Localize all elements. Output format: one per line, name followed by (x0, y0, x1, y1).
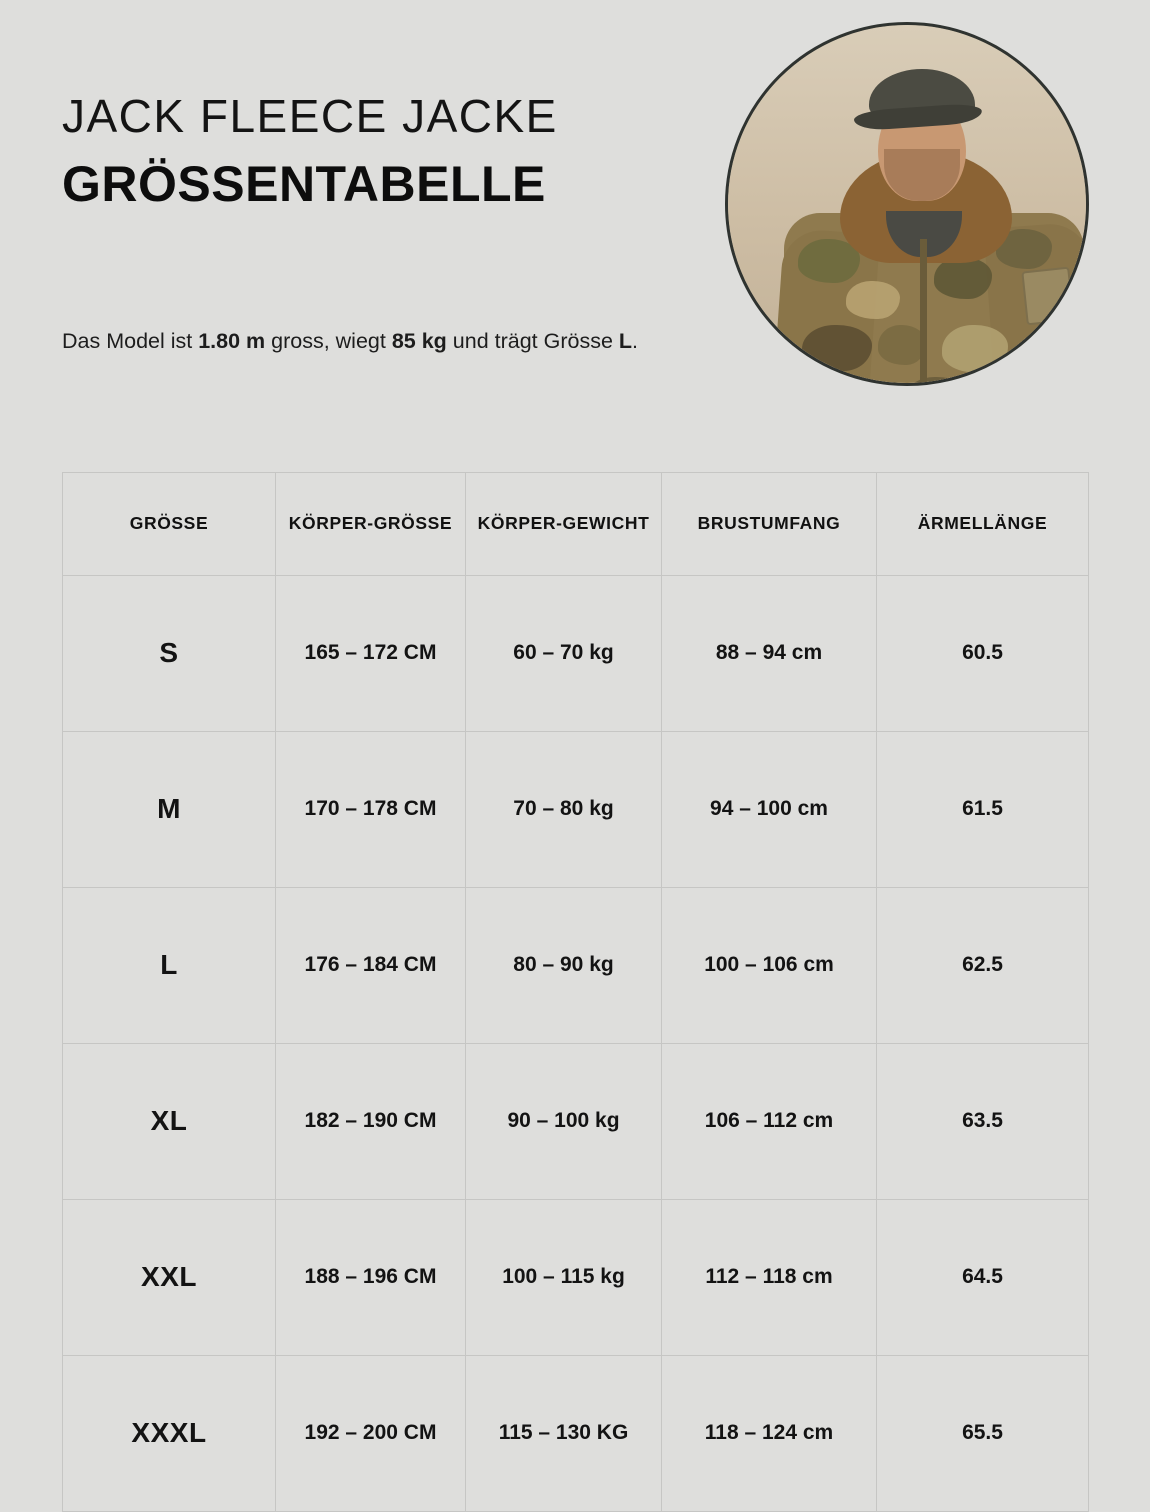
column-header-chest: BRUSTUMFANG (662, 473, 877, 576)
column-header-body-weight: KÖRPER-GEWICHT (466, 473, 662, 576)
cell-height: 188 – 196 CM (276, 1200, 466, 1356)
size-table-wrapper (62, 472, 1088, 1512)
model-height-value: 1.80 m (198, 329, 266, 353)
cell-sleeve: 64.5 (877, 1200, 1089, 1356)
camo-blotch (846, 281, 900, 319)
cell-weight: 70 – 80 kg (466, 732, 662, 888)
table-header (63, 473, 1089, 576)
model-note-mid: gross, wiegt (265, 329, 392, 353)
model-note-mid2: und trägt Grösse (446, 329, 619, 353)
cell-size: XXL (63, 1200, 276, 1356)
camo-blotch (1024, 337, 1080, 383)
table-row (63, 1044, 1089, 1200)
cell-sleeve: 60.5 (877, 576, 1089, 732)
camo-blotch (934, 257, 992, 299)
page-title-main: GRÖSSENTABELLE (62, 156, 546, 213)
table-header-row (63, 473, 1089, 576)
cell-size: L (63, 888, 276, 1044)
cell-weight: 60 – 70 kg (466, 576, 662, 732)
cell-sleeve: 65.5 (877, 1356, 1089, 1512)
cell-height: 192 – 200 CM (276, 1356, 466, 1512)
camo-blotch (942, 325, 1008, 373)
size-table (62, 472, 1089, 1512)
cell-size: XL (63, 1044, 276, 1200)
column-header-size: GRÖSSE (63, 473, 276, 576)
table-body (63, 576, 1089, 1512)
cell-sleeve: 63.5 (877, 1044, 1089, 1200)
cell-sleeve: 61.5 (877, 732, 1089, 888)
cell-chest: 88 – 94 cm (662, 576, 877, 732)
cell-chest: 118 – 124 cm (662, 1356, 877, 1512)
model-weight-value: 85 kg (391, 329, 447, 353)
cell-size: M (63, 732, 276, 888)
cell-sleeve: 62.5 (877, 888, 1089, 1044)
table-row (63, 888, 1089, 1044)
camo-blotch (802, 325, 872, 371)
cell-weight: 90 – 100 kg (466, 1044, 662, 1200)
cell-weight: 80 – 90 kg (466, 888, 662, 1044)
jacket-zipper (920, 239, 927, 383)
table-row (63, 1356, 1089, 1512)
model-photo-inner (728, 25, 1086, 383)
cell-chest: 94 – 100 cm (662, 732, 877, 888)
cell-size: XXXL (63, 1356, 276, 1512)
cell-chest: 106 – 112 cm (662, 1044, 877, 1200)
cell-weight: 115 – 130 KG (466, 1356, 662, 1512)
title-block (62, 92, 722, 214)
cell-height: 170 – 178 CM (276, 732, 466, 888)
column-header-body-height: KÖRPER-GRÖSSE (276, 473, 466, 576)
cell-height: 176 – 184 CM (276, 888, 466, 1044)
jacket-arm-patch (1021, 267, 1074, 326)
model-photo (725, 22, 1089, 386)
table-row (63, 576, 1089, 732)
page-title-product: JACK FLEECE JACKE (62, 90, 558, 142)
cell-chest: 112 – 118 cm (662, 1200, 877, 1356)
model-size-value: L (618, 329, 633, 353)
cell-height: 165 – 172 CM (276, 576, 466, 732)
table-row (63, 1200, 1089, 1356)
model-note-pre: Das Model ist (62, 329, 199, 353)
cell-chest: 100 – 106 cm (662, 888, 877, 1044)
cell-weight: 100 – 115 kg (466, 1200, 662, 1356)
cell-size: S (63, 576, 276, 732)
column-header-sleeve: ÄRMELLÄNGE (877, 473, 1089, 576)
cell-height: 182 – 190 CM (276, 1044, 466, 1200)
table-row (63, 732, 1089, 888)
camo-blotch (878, 325, 926, 365)
header (0, 0, 1150, 455)
model-description (62, 325, 682, 358)
model-note-end: . (632, 329, 639, 353)
